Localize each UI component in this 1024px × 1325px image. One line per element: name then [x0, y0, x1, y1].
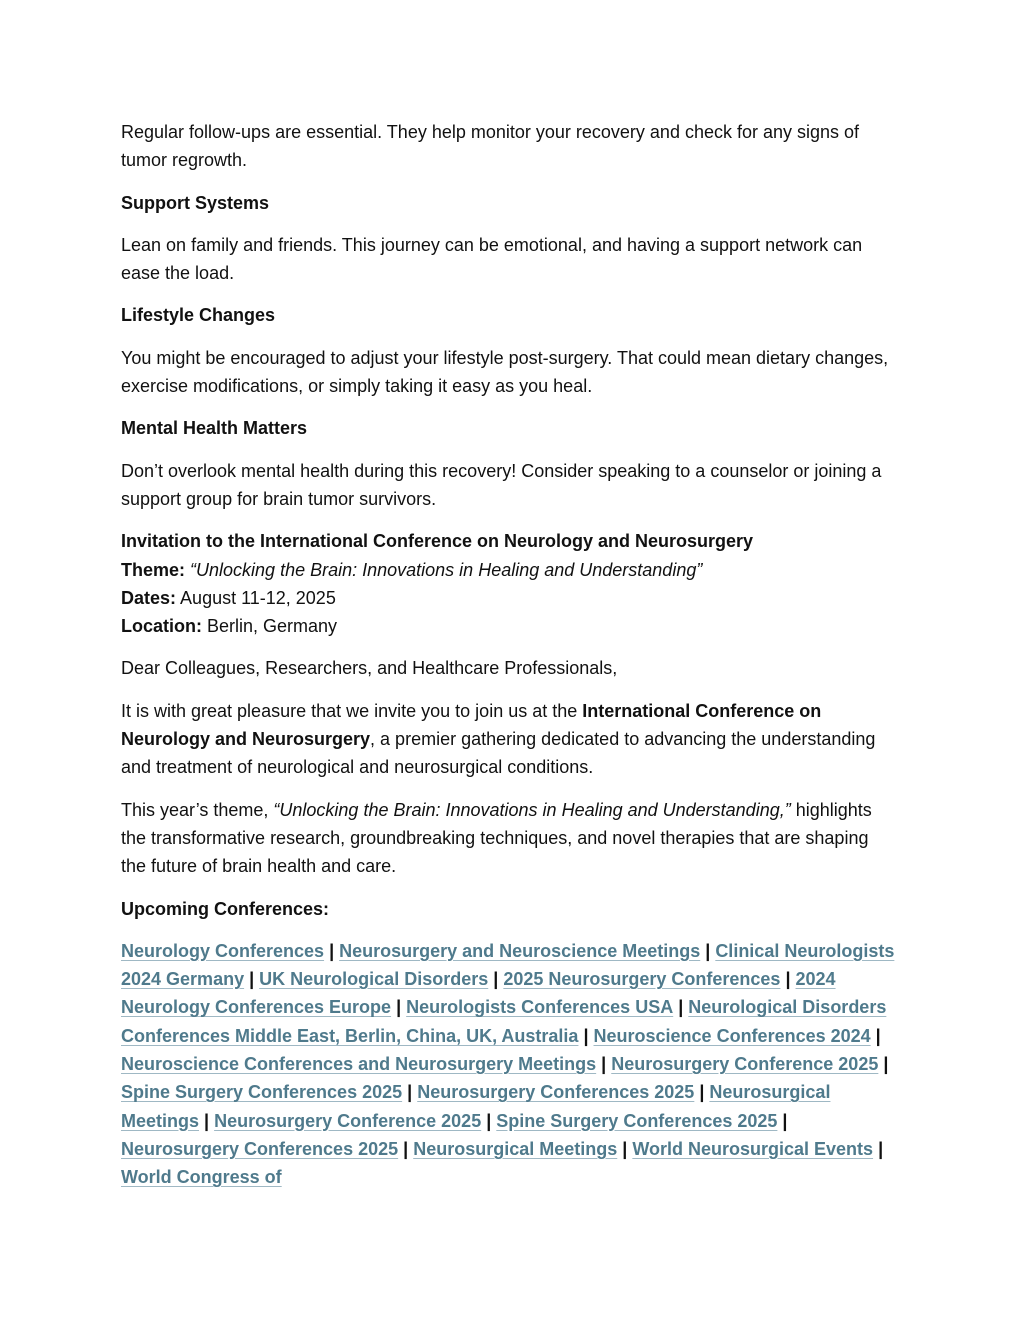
link-separator: | [705, 940, 711, 961]
conference-link[interactable]: Neurosurgical Meetings [121, 1082, 831, 1131]
intro-conference-name: International Conference on Neurology and Neurosurgery [121, 700, 822, 750]
conference-link[interactable]: Neurosurgery Conference 2025 [214, 1110, 482, 1131]
link-separator: | [407, 1082, 413, 1103]
conference-link[interactable]: Neurosurgery Conferences 2025 [121, 1138, 399, 1159]
location-line [121, 612, 896, 640]
dates-value: August 11-12, 2025 [180, 587, 336, 608]
link-separator: | [875, 1025, 881, 1046]
link-separator: | [396, 997, 402, 1018]
support-systems-heading: Support Systems [121, 192, 270, 213]
link-separator: | [403, 1138, 409, 1159]
conference-link[interactable]: 2024 Neurology Conferences Europe [121, 969, 836, 1018]
mental-health-paragraph: Don’t overlook mental health during this recovery! Consider speaking to a counselor or joining a support group for brain tumor survivors. [121, 460, 882, 509]
link-separator: | [622, 1138, 628, 1159]
theme-text-post: highlights the transformative research, groundbreaking techniques, and novel therapies that are shaping the future of brain health and care. [121, 799, 872, 877]
conference-link[interactable]: Neurosurgical Meetings [413, 1138, 618, 1159]
invitation-block [121, 527, 896, 640]
link-separator: | [583, 1025, 589, 1046]
lifestyle-changes-heading: Lifestyle Changes [121, 305, 276, 326]
dates-line [121, 584, 896, 612]
link-separator: | [249, 969, 255, 990]
document-page [121, 118, 896, 1192]
mental-health-heading: Mental Health Matters [121, 418, 308, 439]
conference-link[interactable]: Neurologists Conferences USA [406, 997, 674, 1018]
invitation-title: Invitation to the International Conference on Neurology and Neurosurgery [121, 531, 754, 552]
link-separator: | [699, 1082, 705, 1103]
conference-links-list [121, 937, 896, 1192]
theme-text-pre: This year’s theme, [121, 799, 274, 820]
theme-value: “Unlocking the Brain: Innovations in Healing and Understanding” [190, 559, 703, 580]
link-separator: | [678, 997, 684, 1018]
link-separator: | [204, 1110, 210, 1131]
conference-link[interactable]: Spine Surgery Conferences 2025 [121, 1082, 403, 1103]
location-label: Location: [121, 616, 202, 637]
dates-label: Dates: [121, 587, 177, 608]
conference-link[interactable]: Neurosurgery Conference 2025 [611, 1054, 879, 1075]
theme-paragraph [121, 796, 896, 881]
location-value: Berlin, Germany [207, 616, 338, 637]
conference-link[interactable]: Spine Surgery Conferences 2025 [496, 1110, 778, 1131]
followups-paragraph: Regular follow-ups are essential. They help monitor your recovery and check for any signs of tumor regrowth. [121, 122, 860, 171]
conference-link[interactable]: Neurological Disorders Conferences Middle East, Berlin, China, UK, Australia [121, 997, 887, 1046]
conference-link[interactable]: Neurosurgery and Neuroscience Meetings [339, 940, 701, 961]
theme-label: Theme: [121, 559, 186, 580]
link-separator: | [493, 969, 499, 990]
conference-link[interactable]: 2025 Neurosurgery Conferences [503, 969, 781, 990]
conference-link[interactable]: Neuroscience Conferences 2024 [593, 1025, 871, 1046]
conference-link[interactable]: Neurosurgery Conferences 2025 [417, 1082, 695, 1103]
conference-link[interactable]: Clinical Neurologists 2024 Germany [121, 940, 895, 990]
theme-line [121, 556, 896, 584]
intro-text-pre: It is with great pleasure that we invite you to join us at the [121, 700, 583, 721]
conference-link[interactable]: Neuroscience Conferences and Neurosurgery Meetings [121, 1054, 597, 1075]
upcoming-conferences-heading: Upcoming Conferences: [121, 898, 330, 919]
conference-link[interactable]: UK Neurological Disorders [259, 969, 489, 990]
link-separator: | [329, 940, 335, 961]
intro-paragraph [121, 697, 896, 782]
support-systems-paragraph: Lean on family and friends. This journey can be emotional, and having a support network can ease the load. [121, 234, 863, 284]
link-separator: | [601, 1054, 607, 1075]
conference-link[interactable]: Neurology Conferences [121, 940, 325, 961]
link-separator: | [785, 969, 791, 990]
link-separator: | [878, 1138, 884, 1159]
intro-text-post: , a premier gathering dedicated to advancing the understanding and treatment of neurological and neurosurgical conditions. [121, 729, 876, 778]
link-separator: | [782, 1110, 788, 1131]
theme-text-italic: “Unlocking the Brain: Innovations in Healing and Understanding,” [273, 799, 791, 820]
link-separator: | [883, 1054, 889, 1075]
link-separator: | [486, 1110, 492, 1131]
greeting: Dear Colleagues, Researchers, and Healthcare Professionals, [121, 658, 618, 679]
lifestyle-changes-paragraph: You might be encouraged to adjust your lifestyle post-surgery. That could mean dietary changes, exercise modifications, or simply taking it easy as you heal. [121, 347, 889, 397]
conference-link[interactable]: World Neurosurgical Events [632, 1138, 874, 1159]
conference-link[interactable]: World Congress of [121, 1167, 282, 1188]
